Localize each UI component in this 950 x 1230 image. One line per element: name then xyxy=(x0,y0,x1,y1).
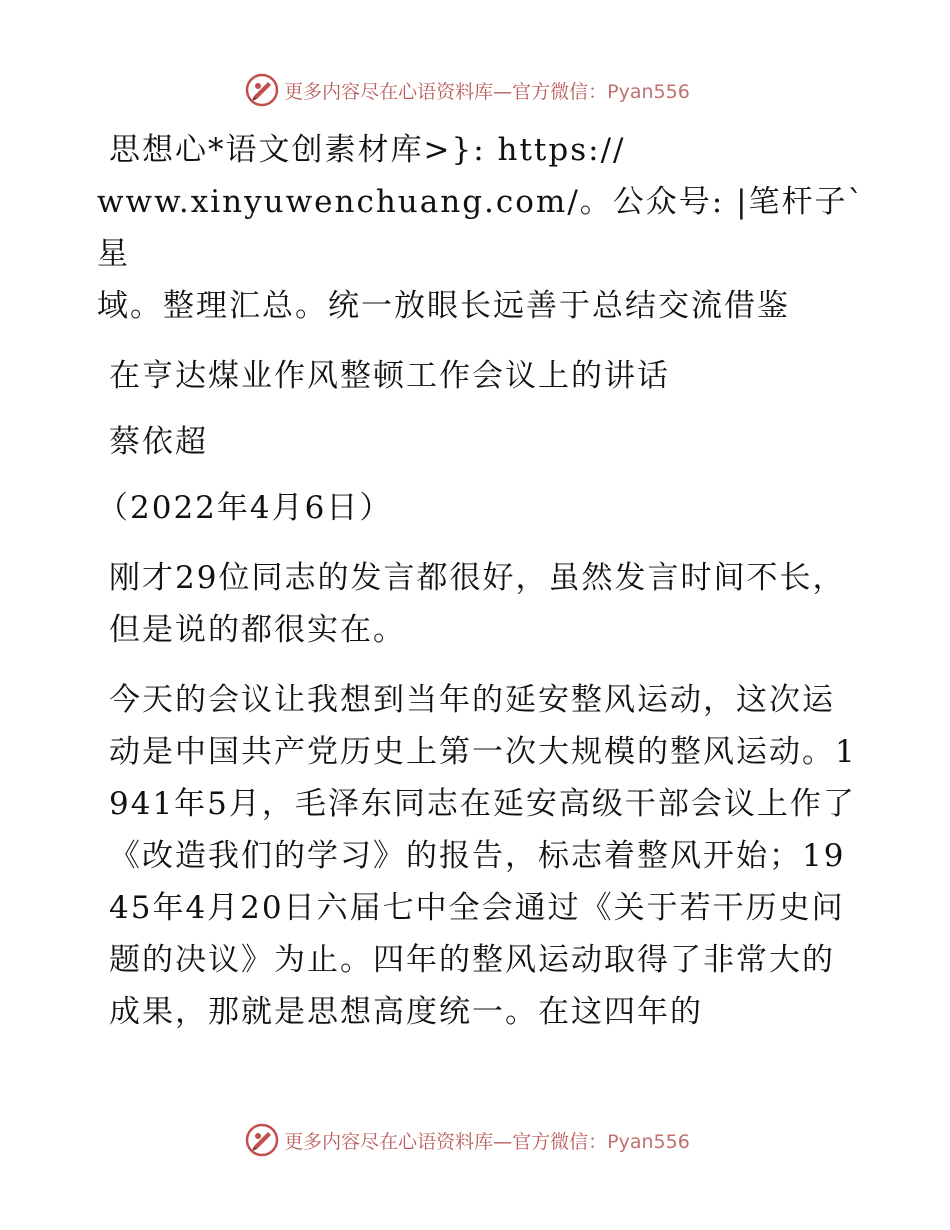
speech-author: 蔡依超 xyxy=(109,424,208,460)
paragraph-2: 今天的会议让我想到当年的延安整风运动，这次运动是中国共产党历史上第一次大规模的整风运动。1941年5月，毛泽东同志在延安高级干部会议上作了《改造我们的学习》的报告，标志着整风开始；1945年4月20日六届七中全会通过《关于若干历史问题的决议》为止。四年的整风运动取得了非常大的成果，那就是思想高度统一。在这四年的 xyxy=(109,682,857,1030)
header-note-line-2: www.xinyuwenchuang.com/。公众号: |笔杆子`星 xyxy=(97,184,866,272)
watermark-text: 更多内容尽在心语资料库—官方微信：Pyan556 xyxy=(284,80,690,103)
header-note-line-1: 思想心*语文创素材库>}: https:// xyxy=(109,132,626,168)
paragraph-1: 刚才29位同志的发言都很好，虽然发言时间不长，但是说的都很实在。 xyxy=(109,560,846,648)
watermark-id-bottom: Pyan556 xyxy=(607,1130,690,1153)
watermark-inner xyxy=(244,72,690,108)
pen-seal-icon xyxy=(244,72,280,108)
watermark-bottom xyxy=(0,1120,950,1160)
watermark-id: Pyan556 xyxy=(607,80,690,103)
speech-date: （2022年4月6日） xyxy=(97,490,393,526)
pen-seal-icon xyxy=(244,1122,280,1158)
speech-title: 在亨达煤业作风整顿工作会议上的讲话 xyxy=(109,358,670,394)
document-body xyxy=(97,124,867,1038)
header-note-line-3: 域。整理汇总。统一放眼长远善于总结交流借鉴 xyxy=(97,288,790,324)
watermark-top xyxy=(0,70,950,110)
watermark-text-bottom: 更多内容尽在心语资料库—官方微信：Pyan556 xyxy=(284,1130,690,1153)
watermark-inner-bottom xyxy=(244,1122,690,1158)
